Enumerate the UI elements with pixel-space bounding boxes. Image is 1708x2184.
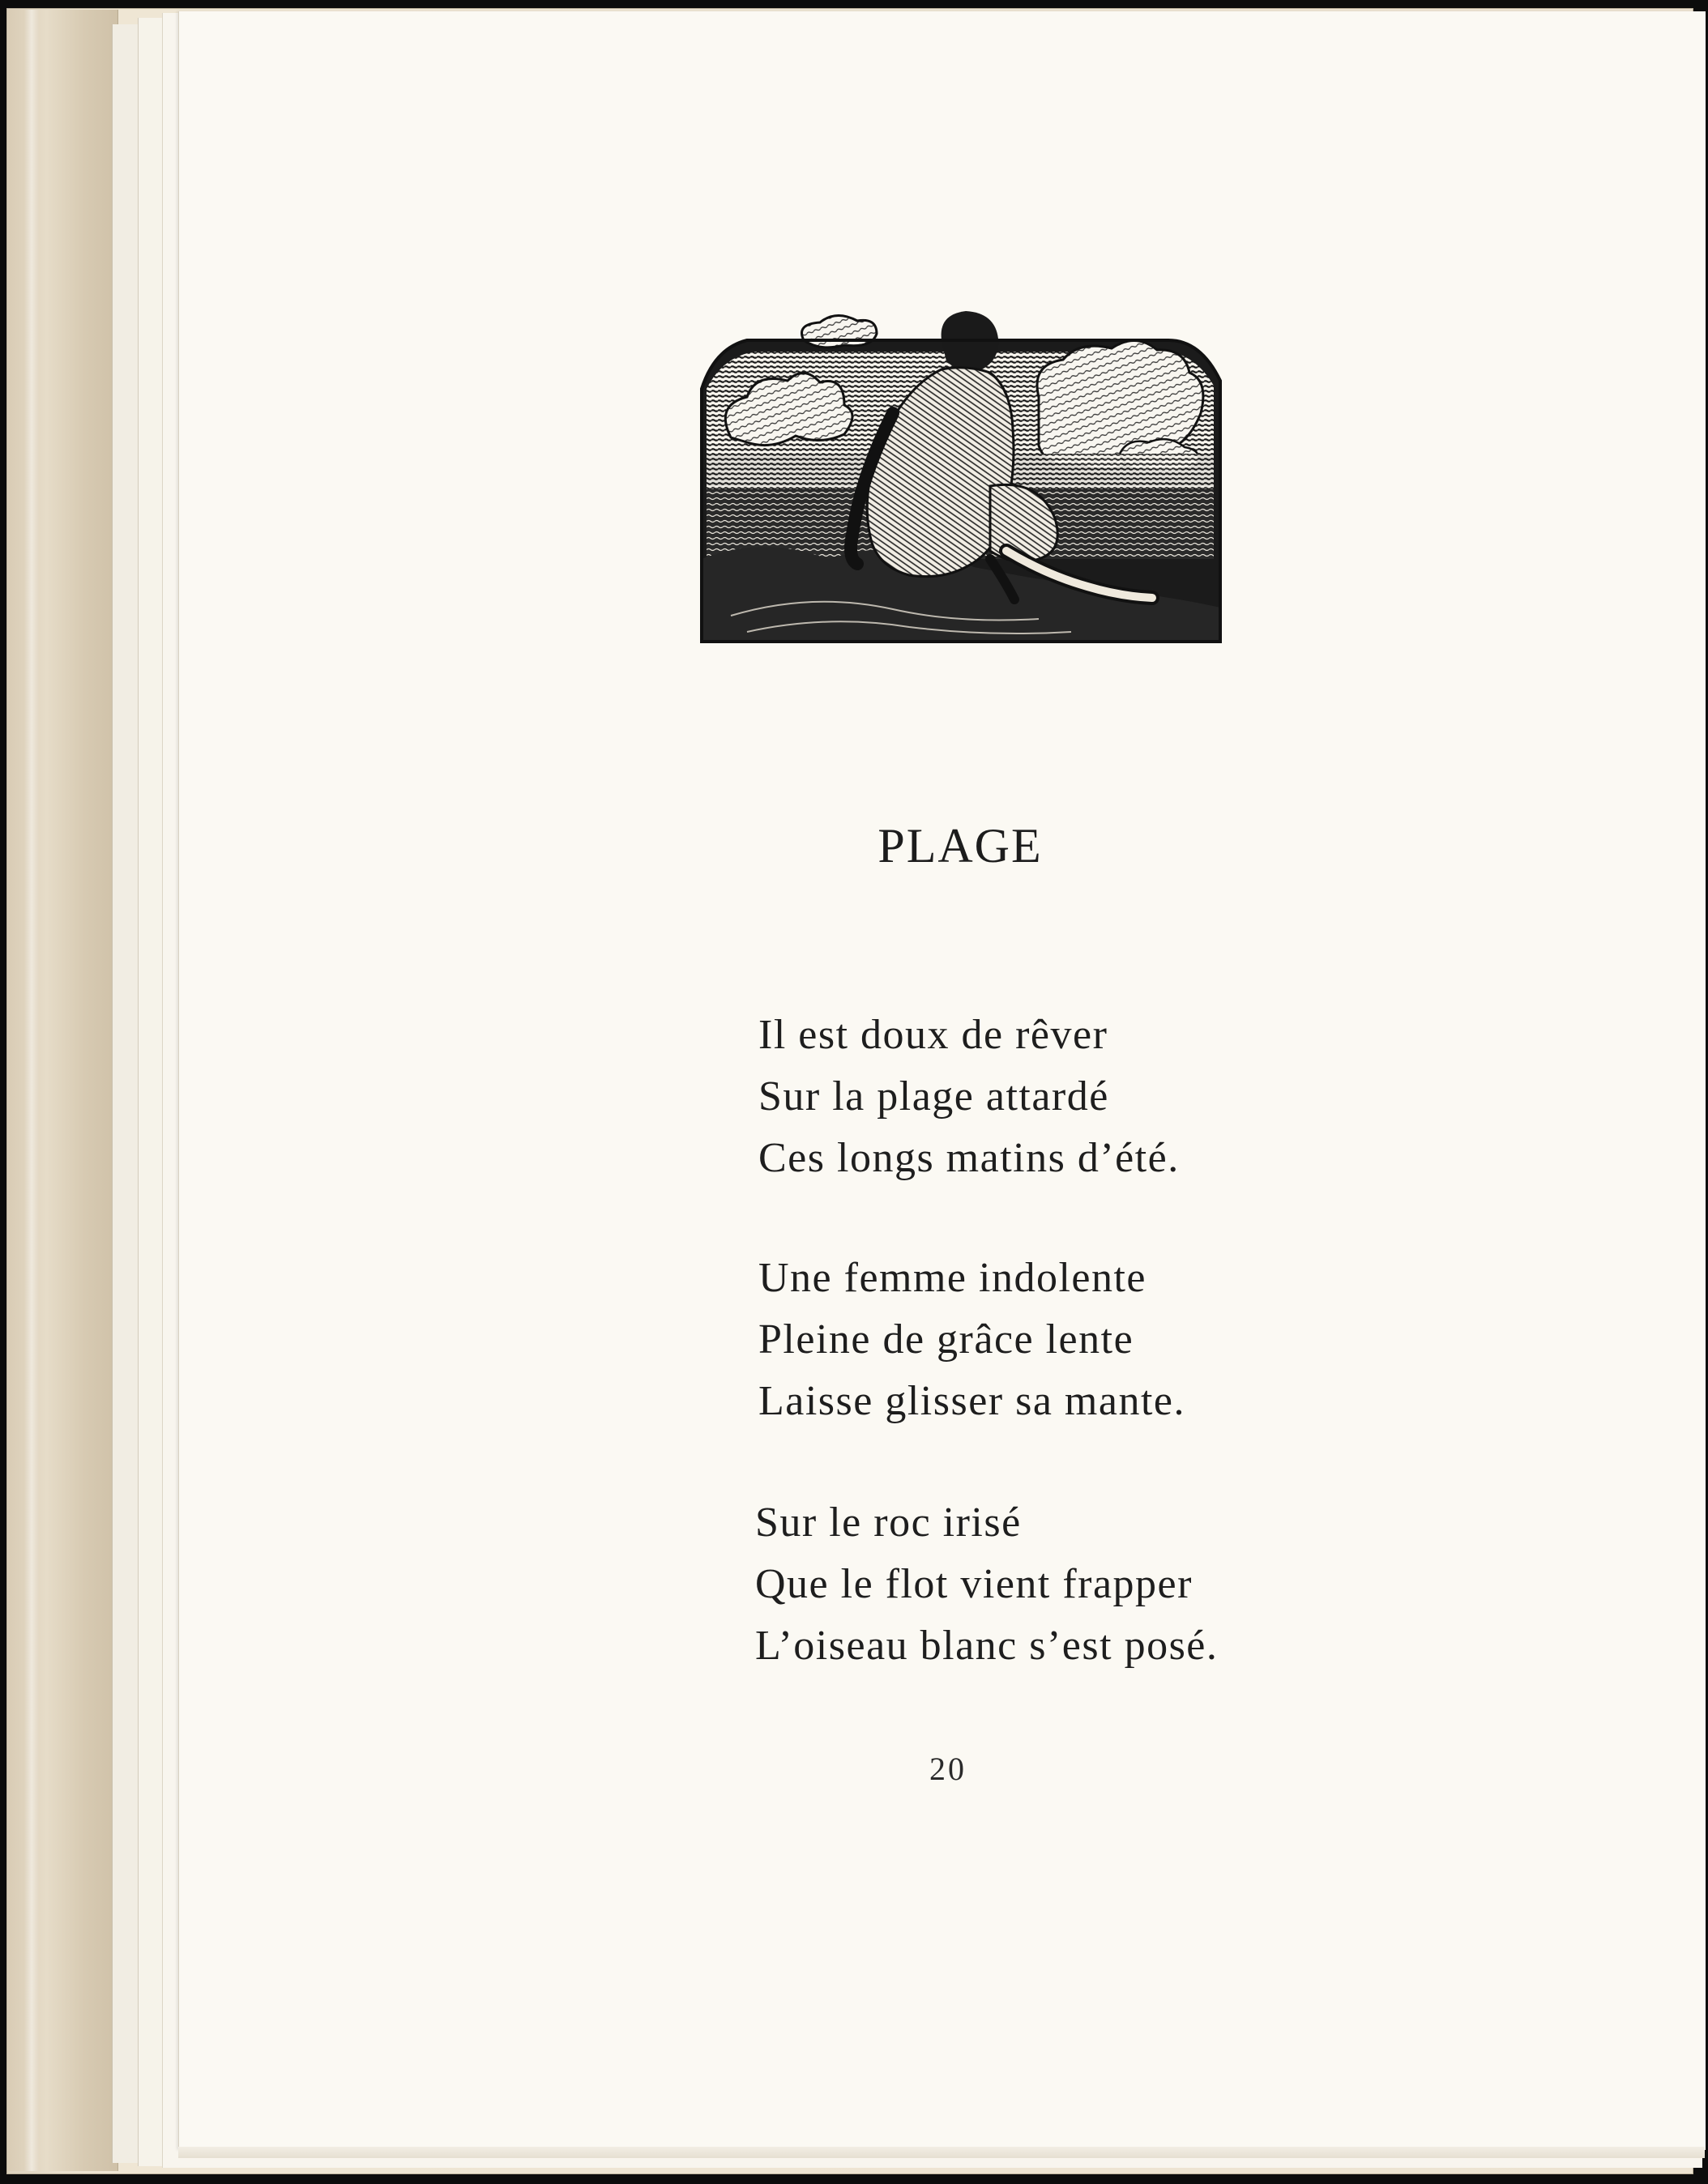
stanza xyxy=(758,1005,1180,1189)
poem-line: Que le flot vient frapper xyxy=(755,1561,1193,1607)
poem-line: Une femme indolente xyxy=(758,1255,1147,1301)
poem-line: Sur le roc irisé xyxy=(755,1499,1022,1546)
page-number: 20 xyxy=(929,1751,967,1787)
poem-line: Il est doux de rêver xyxy=(758,1012,1108,1058)
poem-line: L’oiseau blanc s’est posé. xyxy=(755,1623,1219,1669)
poem-line: Laisse glisser sa mante. xyxy=(758,1378,1185,1424)
poem-title: PLAGE xyxy=(877,819,1043,872)
woodcut-engraving-icon xyxy=(698,292,1223,645)
poem-line: Sur la plage attardé xyxy=(758,1073,1109,1120)
poem-line: Pleine de grâce lente xyxy=(758,1316,1134,1363)
page-deckle-edge xyxy=(178,2147,1705,2158)
glassine-cover-edge xyxy=(8,10,118,2171)
stanza xyxy=(758,1248,1185,1432)
poem-line: Ces longs matins d’été. xyxy=(758,1135,1180,1181)
stanza xyxy=(755,1492,1218,1677)
